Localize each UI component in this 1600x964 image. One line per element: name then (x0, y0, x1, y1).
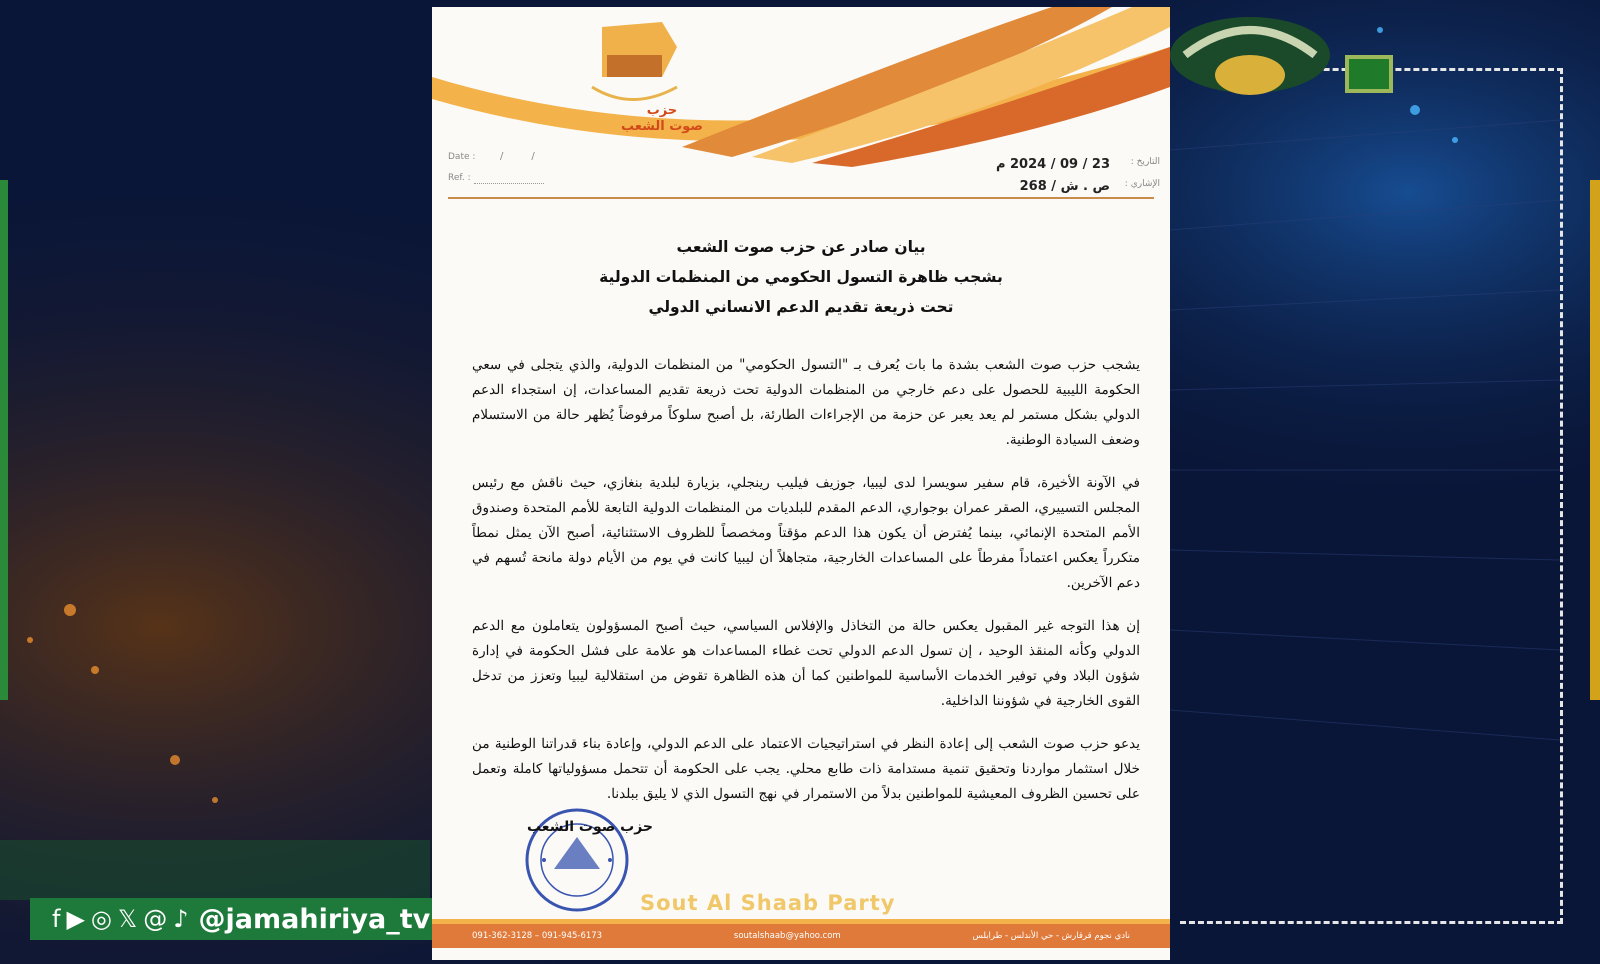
paragraph-4: يدعو حزب صوت الشعب إلى إعادة النظر في استراتيجيات الاعتماد على الدعم الدولي، وإعادة بناء قدراتنا الوطنية من خلال استثمار مواردنا وتحقيق تنمية مستدامة ذات طابع محلي. يجب على الحكومة أن تتحمل مسؤولياتها كاملة وتعمل على تحسين الظروف المعيشية للمواطنين بدلاً من الاستمرار في نهج التسول الذي لا يليق ببلدنا. (472, 736, 1140, 802)
header-divider (448, 197, 1154, 199)
signature-name: حزب صوت الشعب (526, 819, 653, 835)
statement-document (432, 7, 1170, 960)
right-accent-bar (1590, 180, 1600, 700)
statement-title (512, 232, 1090, 322)
date-slashes-en: // (500, 151, 563, 162)
dashed-frame (1180, 68, 1563, 924)
lower-green-band (0, 840, 430, 900)
paragraph-3: إن هذا التوجه غير المقبول يعكس حالة من التخاذل والإفلاس السياسي، حيث أصبح المسؤولون يتعاملون مع الدعم الدولي وكأنه المنقذ الوحيد ، إن تسول الدعم الدولي تحت غطاء المساعدات هو علامة على فشل الحكومة في إدارة شؤون البلاد وفي توفير الخدمات الأساسية للمواطنين كما أن هذه الظاهرة تقوض من استقلالية ليبيا وتعزز من تدخل القوى الخارجية في شؤوننا الداخلية. (472, 618, 1140, 709)
ref-value: ص . ش / 268 (1019, 179, 1110, 194)
party-name-line1: حزب (646, 103, 678, 118)
threads-icon[interactable]: @ (143, 905, 168, 933)
x-icon[interactable]: 𝕏 (117, 905, 138, 933)
date-value: 23 / 09 / 2024 م (995, 157, 1110, 172)
party-brand-en: Sout Al Shaab Party (640, 891, 896, 915)
tiktok-icon[interactable]: ♪ (173, 905, 189, 933)
footer-phones: 091-362-3128 – 091-945-6173 (472, 931, 603, 941)
letter-footer (432, 924, 1170, 948)
green-square-marker (1345, 55, 1393, 93)
youtube-icon[interactable]: ▶ (66, 905, 85, 933)
paragraph-1: يشجب حزب صوت الشعب بشدة ما بات يُعرف بـ "التسول الحكومي" من المنظمات الدولية، والذي يتجلى في سعي الحكومة الليبية للحصول على دعم خارجي من المنظمات الدولية تحت ذريعة تقديم المساعدات، إن استجداء الدعم الدولي بشكل مستمر لم يعد يعبر عن حزمة من الإجراءات الطارئة، بل أصبح سلوكاً مرفوضاً يُظهر حالة من الاستسلام وضعف السيادة الوطنية. (472, 357, 1140, 448)
ref-line-en (474, 183, 544, 184)
title-line1: بيان صادر عن حزب صوت الشعب (676, 238, 926, 256)
title-line3: تحت ذريعة تقديم الدعم الانساني الدولي (648, 298, 954, 316)
left-accent-bar (0, 180, 8, 700)
party-name-header (612, 103, 712, 135)
paragraph-2: في الآونة الأخيرة، قام سفير سويسرا لدى ليبيا، جوزيف فيليب رينجلي، بزيارة لبلدية بنغازي، حيث ناقش مع رئيس المجلس التسييري، الصقر عمران بوجواري، الدعم المقدم للبلديات من المنظمات الدولية التابعة للأمم المتحدة وصندوق الأمم المتحدة الإنمائي، بينما يُفترض أن يكون هذا الدعم مؤقتاً ومخصصاً للظروف الاستثنائية، أصبح الآن يمثل نمطاً متكرراً يعكس اعتماداً مفرطاً على المساعدات الخارجية، متجاهلاً أن ليبيا كانت في يوم من الأيام دولة مانحة تُسهم في دعم الآخرين. (472, 475, 1140, 591)
ref-label-ar: الإشاري : (1124, 179, 1160, 189)
ref-label-en: Ref. : (448, 173, 471, 183)
social-handle[interactable]: @jamahiriya_tv (198, 903, 431, 935)
date-label-en: Date : (448, 152, 476, 162)
party-name-line2: صوت الشعب (621, 119, 703, 134)
title-line2: بشجب ظاهرة التسول الحكومي من المنظمات الدولية (599, 268, 1003, 286)
channel-logo (1165, 5, 1335, 95)
date-label-ar: التاريخ : (1130, 157, 1160, 167)
instagram-icon[interactable]: ◎ (90, 905, 112, 933)
footer-address: نادي نجوم قرقارش - حي الأندلس - طرابلس (972, 931, 1130, 941)
statement-body (472, 353, 1140, 825)
footer-email: soutalshaab@yahoo.com (733, 931, 841, 941)
facebook-icon[interactable]: f (52, 905, 61, 933)
